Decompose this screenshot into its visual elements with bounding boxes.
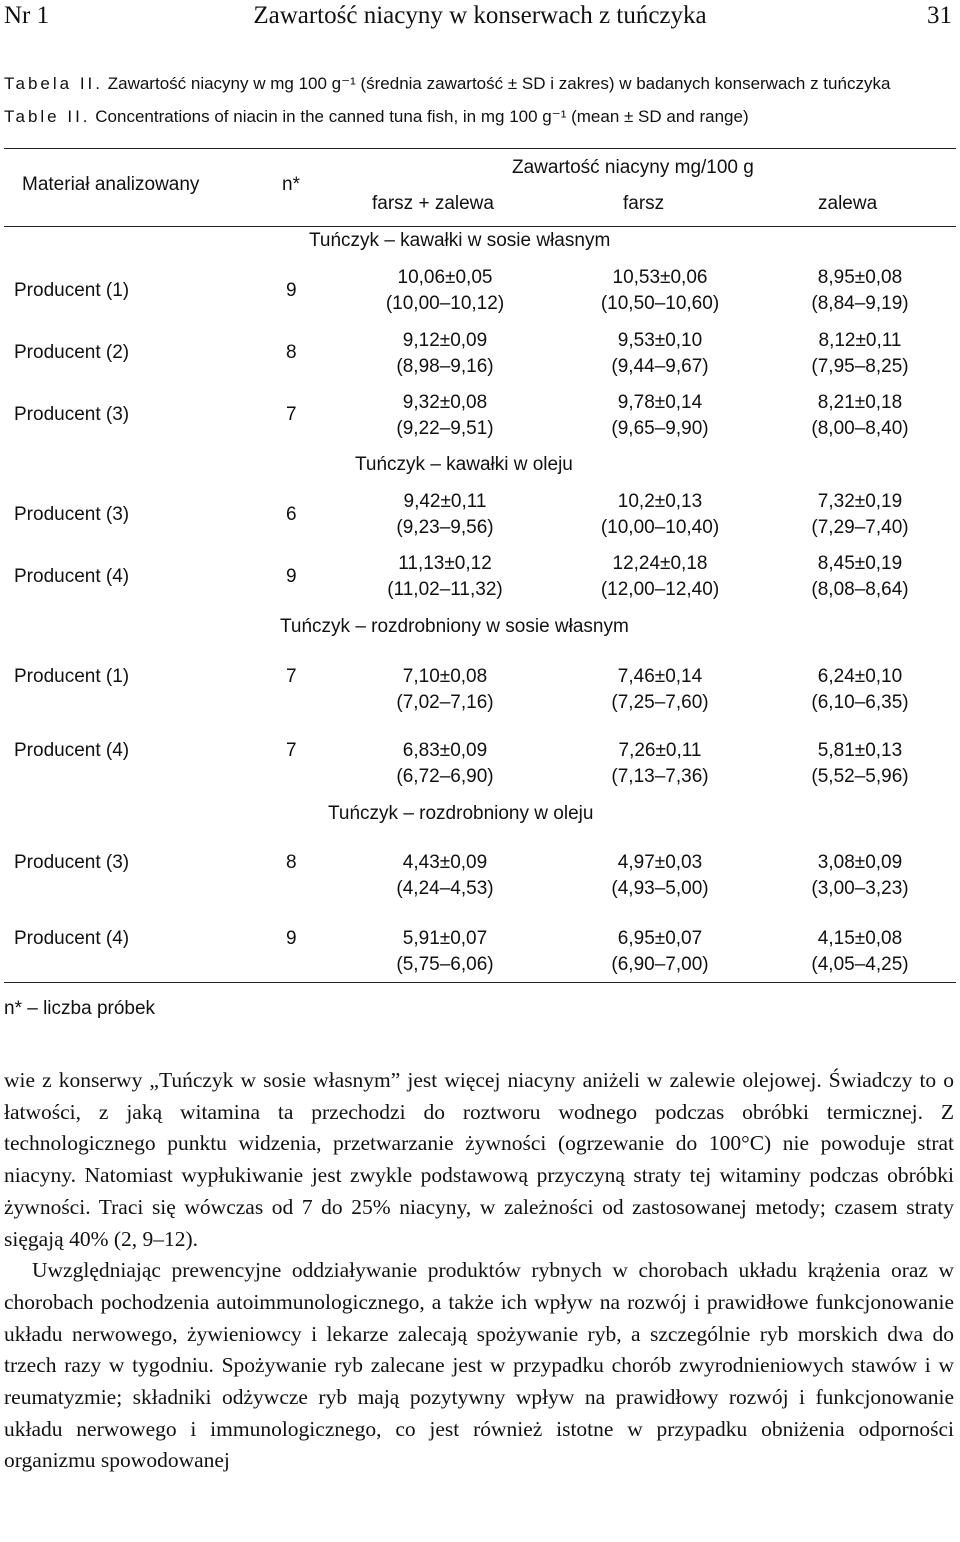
paragraph: wie z konserwy „Tuńczyk w sosie własnym” jest więcej niacyny aniżeli w zalewie olejowej. Świadczy to o łatwości, z jaką witamina ta przechodzi do roztworu wodnego podczas obróbki termicznej. Z technologicznego punktu widzenia, przetwarzanie żywności (ogrzewanie do 100°C) nie powoduje strat niacyny. Natomiast wypłukiwanie jest zwykle podstawową przyczyną straty tej witaminy podczas obróbki żywności. Traci się wówczas od 7 do 25% niacyny, w zależności od zastosowanej metody; czasem straty sięgają 40% (2, 9–12). [4, 1068, 954, 1251]
cell-zalewa [760, 738, 960, 790]
range: (7,29–7,40) [811, 517, 909, 538]
row-label: Producent (3) [14, 852, 130, 873]
row-n: 9 [286, 280, 297, 301]
mean-sd: 9,32±0,08 [402, 392, 488, 413]
cell-zalewa [760, 551, 960, 603]
col-header-1: farsz + zalewa [372, 193, 494, 214]
mean-sd: 7,46±0,14 [617, 666, 703, 687]
row-n: 9 [286, 566, 297, 587]
mean-sd: 7,32±0,19 [817, 491, 903, 512]
mean-sd: 9,42±0,11 [403, 491, 487, 512]
range: (4,05–4,25) [811, 954, 909, 975]
range: (4,24–4,53) [396, 878, 494, 899]
row-n: 6 [286, 504, 297, 525]
col-header-3: zalewa [818, 193, 878, 214]
cell-zalewa [760, 926, 960, 978]
caption-label-en: Table II. [4, 107, 91, 126]
range: (12,00–12,40) [600, 579, 720, 600]
body-text [4, 1065, 954, 1477]
mean-sd: 11,13±0,12 [398, 553, 492, 574]
section-title: Tuńczyk – kawałki w oleju [355, 454, 573, 475]
mean-sd: 4,15±0,08 [817, 928, 903, 949]
range: (8,08–8,64) [811, 579, 909, 600]
cell-farsz-zalewa [340, 926, 550, 978]
range: (10,00–10,40) [600, 517, 720, 538]
range: (9,44–9,67) [611, 356, 709, 377]
mean-sd: 9,78±0,14 [617, 392, 703, 413]
cell-farsz-zalewa [340, 664, 550, 716]
col-header-n: n* [282, 174, 300, 195]
cell-farsz [540, 489, 780, 541]
section-title: Tuńczyk – rozdrobniony w sosie własnym [280, 616, 629, 637]
mean-sd: 8,95±0,08 [817, 267, 903, 288]
range: (5,52–5,96) [811, 766, 909, 787]
caption-label-pl: Tabela II. [4, 74, 103, 93]
mean-sd: 7,26±0,11 [618, 740, 702, 761]
cell-farsz [540, 664, 780, 716]
cell-farsz-zalewa [340, 390, 550, 442]
mean-sd: 4,43±0,09 [402, 852, 488, 873]
cell-farsz [540, 926, 780, 978]
mean-sd: 6,83±0,09 [402, 740, 488, 761]
table-footnote: n* – liczba próbek [4, 998, 156, 1019]
cell-farsz-zalewa [340, 265, 550, 317]
paragraph: Uwzględniając prewencyjne oddziaływanie produktów rybnych w chorobach układu krążenia oraz w chorobach pochodzenia autoimmunologicznego, a także ich wpływ na rozwój i prawidłowe funkcjonowanie układu nerwowego, żywieniowcy i lekarze zalecają spożywanie ryb, a szczególnie ryb morskich dwa do trzech razy w tygodniu. Spożywanie ryb zalecane jest w przypadku chorób zwyrodnieniowych stawów i w reumatyzmie; składniki odżywcze ryb mają pozytywny wpływ na prawidłowy rozwój i funkcjonowanie układu nerwowego i immunologicznego, co jest również istotne w przypadku obniżenia odporności organizmu spowodowanej [4, 1258, 954, 1473]
cell-zalewa [760, 489, 960, 541]
range: (9,65–9,90) [611, 418, 709, 439]
mean-sd: 9,53±0,10 [617, 330, 703, 351]
running-title: Zawartość niacyny w konserwach z tuńczyka [253, 2, 707, 29]
mean-sd: 5,81±0,13 [817, 740, 903, 761]
mean-sd: 12,24±0,18 [612, 553, 708, 574]
range: (8,00–8,40) [811, 418, 909, 439]
row-n: 7 [286, 740, 297, 761]
cell-farsz-zalewa [340, 551, 550, 603]
mean-sd: 4,97±0,03 [617, 852, 703, 873]
range: (6,10–6,35) [811, 692, 909, 713]
mean-sd: 5,91±0,07 [402, 928, 488, 949]
row-label: Producent (4) [14, 566, 130, 587]
range: (10,00–10,12) [385, 293, 505, 314]
row-label: Producent (2) [14, 342, 130, 363]
row-label: Producent (3) [14, 404, 130, 425]
cell-farsz-zalewa [340, 850, 550, 902]
row-label: Producent (4) [14, 928, 130, 949]
cell-farsz [540, 850, 780, 902]
row-label: Producent (3) [14, 504, 130, 525]
mean-sd: 10,2±0,13 [617, 491, 703, 512]
row-n: 9 [286, 928, 297, 949]
row-label: Producent (1) [14, 666, 130, 687]
cell-zalewa [760, 850, 960, 902]
range: (8,98–9,16) [396, 356, 494, 377]
range: (7,25–7,60) [611, 692, 709, 713]
cell-zalewa [760, 328, 960, 380]
cell-zalewa [760, 390, 960, 442]
mean-sd: 7,10±0,08 [402, 666, 488, 687]
range: (4,93–5,00) [611, 878, 709, 899]
row-n: 8 [286, 342, 297, 363]
cell-farsz [540, 738, 780, 790]
cell-farsz-zalewa [340, 738, 550, 790]
cell-zalewa [760, 265, 960, 317]
mean-sd: 10,53±0,06 [612, 267, 708, 288]
mean-sd: 8,12±0,11 [818, 330, 902, 351]
cell-farsz [540, 551, 780, 603]
row-n: 8 [286, 852, 297, 873]
mean-sd: 9,12±0,09 [402, 330, 488, 351]
range: (7,13–7,36) [611, 766, 709, 787]
mean-sd: 3,08±0,09 [817, 852, 903, 873]
cell-farsz [540, 390, 780, 442]
row-n: 7 [286, 404, 297, 425]
caption-text-en: Concentrations of niacin in the canned tuna fish, in mg 100 g⁻¹ (mean ± SD and range) [95, 107, 749, 126]
section-title: Tuńczyk – kawałki w sosie własnym [309, 230, 611, 251]
row-label: Producent (4) [14, 740, 130, 761]
mean-sd: 10,06±0,05 [397, 267, 493, 288]
mean-sd: 6,24±0,10 [817, 666, 903, 687]
col-header-group: Zawartość niacyny mg/100 g [512, 157, 754, 178]
cell-farsz [540, 265, 780, 317]
range: (10,50–10,60) [600, 293, 720, 314]
mean-sd: 6,95±0,07 [617, 928, 703, 949]
cell-farsz-zalewa [340, 489, 550, 541]
range: (3,00–3,23) [811, 878, 909, 899]
range: (7,02–7,16) [396, 692, 494, 713]
mean-sd: 8,21±0,18 [817, 392, 903, 413]
col-header-2: farsz [623, 193, 665, 214]
row-label: Producent (1) [14, 280, 130, 301]
range: (7,95–8,25) [811, 356, 909, 377]
cell-zalewa [760, 664, 960, 716]
cell-farsz [540, 328, 780, 380]
issue-number: Nr 1 [4, 2, 50, 29]
mean-sd: 8,45±0,19 [817, 553, 903, 574]
row-n: 7 [286, 666, 297, 687]
section-title: Tuńczyk – rozdrobniony w oleju [328, 803, 594, 824]
range: (11,02–11,32) [387, 579, 503, 600]
range: (6,72–6,90) [396, 766, 494, 787]
page-number: 31 [927, 2, 952, 29]
caption-text-pl: Zawartość niacyny w mg 100 g⁻¹ (średnia zawartość ± SD i zakres) w badanych konserwach z tuńczyka [107, 74, 891, 93]
cell-farsz-zalewa [340, 328, 550, 380]
col-header-material: Materiał analizowany [22, 174, 200, 195]
range: (9,23–9,56) [396, 517, 494, 538]
range: (6,90–7,00) [611, 954, 709, 975]
range: (5,75–6,06) [396, 954, 494, 975]
range: (9,22–9,51) [396, 418, 494, 439]
range: (8,84–9,19) [811, 293, 909, 314]
